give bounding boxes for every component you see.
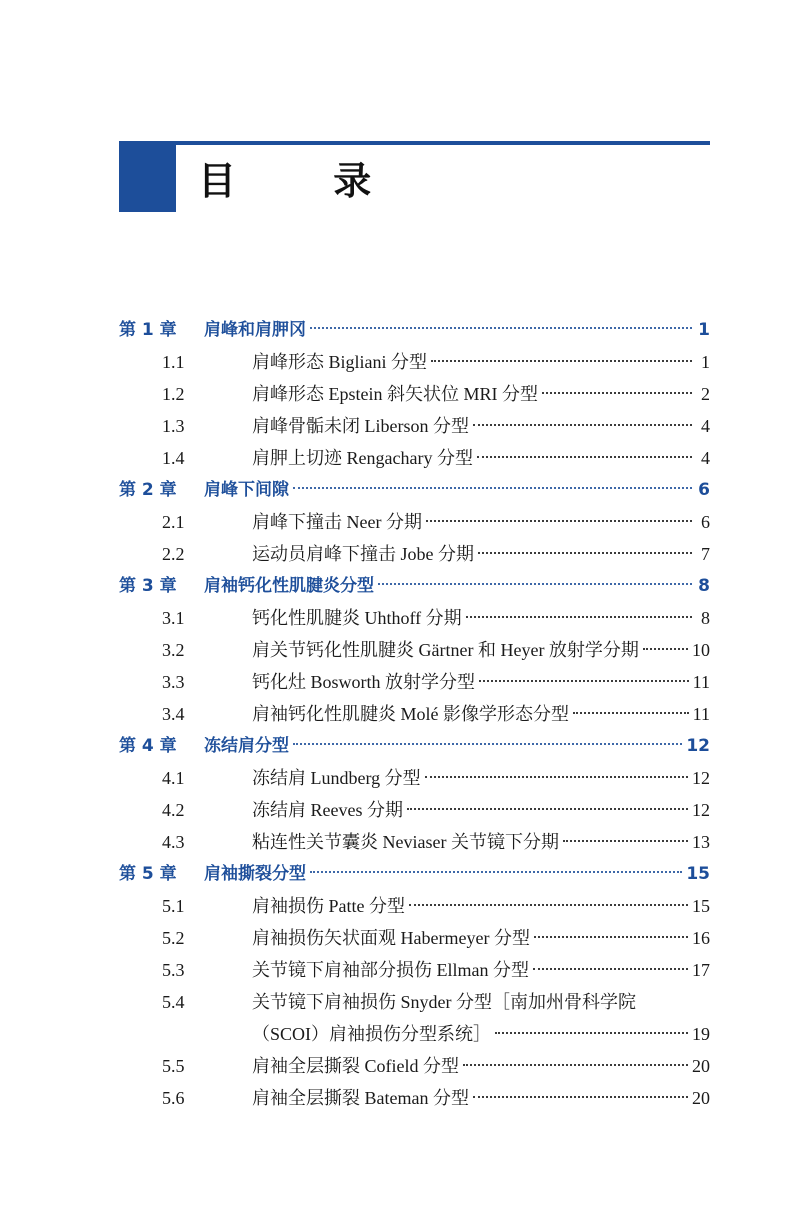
chapter-title: 肩峰和肩胛冈: [204, 320, 306, 340]
section-title: 肩胛上切迹 Rengachary 分型: [252, 448, 473, 468]
section-title: 肩峰形态 Bigliani 分型: [252, 352, 427, 372]
section-title: 冻结肩 Lundberg 分型: [252, 768, 421, 788]
toc-section-row[interactable]: [119, 442, 710, 474]
section-number: 5.1: [162, 896, 185, 916]
toc-section-row[interactable]: [119, 1082, 710, 1114]
page-number: 4: [701, 448, 710, 468]
toc-section-row[interactable]: [119, 826, 710, 858]
toc-section-row[interactable]: [119, 506, 710, 538]
toc-section-row[interactable]: [119, 346, 710, 378]
page-number: 4: [701, 416, 710, 436]
page-number: 11: [692, 672, 710, 692]
toc-chapter-row[interactable]: [119, 570, 710, 602]
chapter-title: 肩袖钙化性肌腱炎分型: [204, 576, 374, 596]
dot-leader: [431, 360, 692, 362]
header-accent-block: [119, 141, 176, 212]
section-title: 粘连性关节囊炎 Neviaser 关节镜下分期: [252, 832, 559, 852]
dot-leader: [425, 776, 688, 778]
toc-section-row[interactable]: [119, 890, 710, 922]
section-number: 5.4: [162, 992, 185, 1012]
dot-leader: [478, 552, 692, 554]
page-number: 13: [692, 832, 710, 852]
dot-leader: [293, 487, 692, 489]
page-number: 6: [698, 480, 710, 500]
section-title: 冻结肩 Reeves 分期: [252, 800, 403, 820]
section-title: 关节镜下肩袖部分损伤 Ellman 分型: [252, 960, 529, 980]
section-title: 肩峰下撞击 Neer 分期: [252, 512, 422, 532]
dot-leader: [409, 904, 688, 906]
toc-chapter-row[interactable]: [119, 730, 710, 762]
toc-section-row[interactable]: [119, 698, 710, 730]
page-number: 2: [701, 384, 710, 404]
dot-leader: [426, 520, 692, 522]
page-number: 17: [692, 960, 710, 980]
section-number: 5.3: [162, 960, 185, 980]
page-title: 目 录: [198, 159, 414, 203]
dot-leader: [563, 840, 688, 842]
page-number: 6: [701, 512, 710, 532]
section-title: 钙化灶 Bosworth 放射学分型: [252, 672, 476, 692]
toc-section-row[interactable]: [119, 1050, 710, 1082]
dot-leader: [473, 1096, 688, 1098]
section-title: 肩关节钙化性肌腱炎 Gärtner 和 Heyer 放射学分期: [252, 640, 639, 660]
page-number: 8: [698, 576, 710, 596]
section-title: 关节镜下肩袖损伤 Snyder 分型［南加州骨科学院: [252, 992, 636, 1012]
section-title-continued: （SCOI）肩袖损伤分型系统］: [252, 1024, 492, 1044]
dot-leader: [542, 392, 692, 394]
toc-section-row[interactable]: [119, 794, 710, 826]
section-number: 5.6: [162, 1088, 185, 1108]
page-number: 15: [686, 864, 710, 884]
table-of-contents: [119, 314, 710, 1114]
dot-leader: [473, 424, 692, 426]
toc-section-row[interactable]: [119, 954, 710, 986]
section-number: 3.1: [162, 608, 185, 628]
section-number: 3.2: [162, 640, 185, 660]
dot-leader: [477, 456, 692, 458]
dot-leader: [495, 1032, 688, 1034]
section-title: 肩袖全层撕裂 Cofield 分型: [252, 1056, 459, 1076]
dot-leader: [533, 968, 688, 970]
page-number: 7: [701, 544, 710, 564]
dot-leader: [573, 712, 689, 714]
page-number: 20: [692, 1056, 710, 1076]
section-number: 4.3: [162, 832, 185, 852]
toc-section-row[interactable]: [119, 410, 710, 442]
page-number: 12: [692, 768, 710, 788]
page-number: 1: [698, 320, 710, 340]
page-number: 11: [692, 704, 710, 724]
page-number: 12: [692, 800, 710, 820]
dot-leader: [378, 583, 692, 585]
section-title: 钙化性肌腱炎 Uhthoff 分期: [252, 608, 462, 628]
page-number: 8: [701, 608, 710, 628]
toc-section-row[interactable]: [119, 634, 710, 666]
chapter-number: 第 1 章: [119, 320, 177, 340]
section-number: 5.5: [162, 1056, 185, 1076]
page-number: 19: [692, 1024, 710, 1044]
toc-section-row[interactable]: [119, 538, 710, 570]
toc-section-row-continued[interactable]: [119, 1018, 710, 1050]
chapter-title: 肩袖撕裂分型: [204, 864, 306, 884]
dot-leader: [407, 808, 688, 810]
dot-leader: [310, 871, 682, 873]
dot-leader: [643, 648, 688, 650]
chapter-number: 第 3 章: [119, 576, 177, 596]
dot-leader: [466, 616, 692, 618]
section-title: 肩峰骨骺未闭 Liberson 分型: [252, 416, 469, 436]
section-number: 1.4: [162, 448, 185, 468]
section-number: 1.3: [162, 416, 185, 436]
dot-leader: [534, 936, 688, 938]
section-number: 3.3: [162, 672, 185, 692]
toc-chapter-row[interactable]: [119, 474, 710, 506]
page-number: 20: [692, 1088, 710, 1108]
dot-leader: [293, 743, 682, 745]
toc-chapter-row[interactable]: [119, 314, 710, 346]
toc-section-row[interactable]: [119, 922, 710, 954]
page-number: 15: [692, 896, 710, 916]
section-number: 3.4: [162, 704, 185, 724]
chapter-number: 第 2 章: [119, 480, 177, 500]
dot-leader: [463, 1064, 688, 1066]
section-title: 肩袖损伤矢状面观 Habermeyer 分型: [252, 928, 530, 948]
toc-section-row[interactable]: [119, 986, 710, 1018]
chapter-number: 第 5 章: [119, 864, 177, 884]
dot-leader: [479, 680, 689, 682]
section-number: 4.1: [162, 768, 185, 788]
page-number: 1: [701, 352, 710, 372]
toc-section-row[interactable]: [119, 602, 710, 634]
toc-chapter-row[interactable]: [119, 858, 710, 890]
page-number: 10: [692, 640, 710, 660]
section-number: 5.2: [162, 928, 185, 948]
section-title: 运动员肩峰下撞击 Jobe 分期: [252, 544, 474, 564]
page-number: 12: [686, 736, 710, 756]
section-number: 1.2: [162, 384, 185, 404]
dot-leader: [310, 327, 692, 329]
toc-section-row[interactable]: [119, 666, 710, 698]
section-number: 2.1: [162, 512, 185, 532]
section-title: 肩袖损伤 Patte 分型: [252, 896, 405, 916]
section-title: 肩袖全层撕裂 Bateman 分型: [252, 1088, 469, 1108]
section-title: 肩袖钙化性肌腱炎 Molé 影像学形态分型: [252, 704, 569, 724]
chapter-title: 肩峰下间隙: [204, 480, 289, 500]
page-number: 16: [692, 928, 710, 948]
toc-section-row[interactable]: [119, 378, 710, 410]
chapter-title: 冻结肩分型: [204, 736, 289, 756]
section-title: 肩峰形态 Epstein 斜矢状位 MRI 分型: [252, 384, 538, 404]
section-number: 4.2: [162, 800, 185, 820]
chapter-number: 第 4 章: [119, 736, 177, 756]
section-number: 1.1: [162, 352, 185, 372]
section-number: 2.2: [162, 544, 185, 564]
header-rule: [176, 141, 710, 145]
toc-section-row[interactable]: [119, 762, 710, 794]
